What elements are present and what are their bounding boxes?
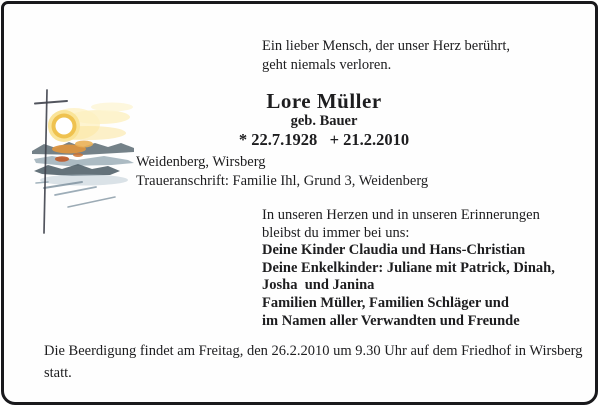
opening-verse (262, 37, 510, 75)
mourner-line-grandchildren-2: Josha und Janina (262, 277, 375, 294)
mourner-line-children: Deine Kinder Claudia und Hans-Christian (262, 242, 526, 259)
deceased-block (204, 89, 444, 149)
mourning-address: Traueranschrift: Familie Ihl, Grund 3, Weidenberg (136, 173, 429, 189)
verse-line-1: Ein lieber Mensch, der unser Herz berührt, (262, 38, 511, 54)
memorial-block (262, 207, 555, 330)
funeral-notice (44, 340, 594, 384)
verse-line-2: geht niemals verloren. (262, 57, 392, 73)
funeral-notice-line-1: Die Beerdigung findet am Freitag, den 26.2.2010 um 9.30 Uhr auf dem Friedhof in Wirsberg (44, 343, 583, 359)
funeral-notice-line-2: statt. (44, 365, 72, 381)
sun-icon (48, 110, 80, 142)
obituary-card (1, 1, 598, 405)
mourner-line-families: Familien Müller, Familien Schläger und (262, 294, 509, 311)
memorial-intro-line-1: In unseren Herzen und in unseren Erinnerungen (262, 207, 540, 223)
residence: Weidenberg, Wirsberg (136, 154, 266, 170)
memorial-intro-line-2: bleibst du immer bei uns: (262, 224, 410, 241)
landscape (32, 141, 134, 208)
address-block (136, 153, 428, 191)
mourner-line-relatives: im Namen aller Verwandten und Freunde (262, 312, 520, 329)
mourner-line-grandchildren-1: Deine Enkelkinder: Juliane mit Patrick, Dinah, (262, 259, 555, 276)
life-dates: * 22.7.1928 + 21.2.2010 (238, 130, 410, 149)
maiden-name: geb. Bauer (290, 113, 358, 129)
deceased-name: Lore Müller (266, 89, 382, 113)
